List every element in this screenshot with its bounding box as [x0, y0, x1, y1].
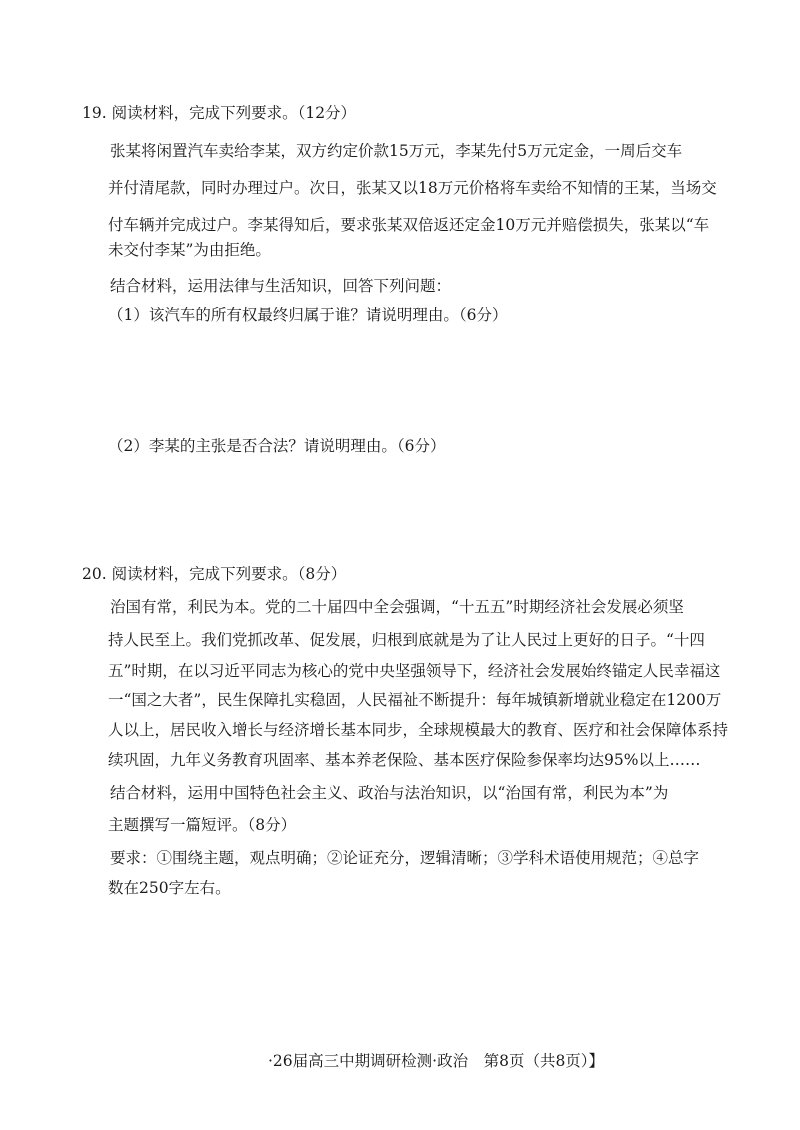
- q19-subquestion-2: （2）李某的主张是否合法？请说明理由。（6分）: [108, 437, 446, 455]
- q20-material-line-4: 一“国之大者”，民生保障扎实稳固，人民福祉不断提升：每年城镇新增就业稳定在1200万: [108, 691, 722, 709]
- q20-requirement-line-1: 要求：①围绕主题，观点明确；②论证充分，逻辑清晰；③学科术语使用规范；④总字: [110, 849, 700, 867]
- q19-material-line-1: 张某将闲置汽车卖给李某，双方约定价款15万元，李某先付5万元定金，一周后交车: [110, 142, 683, 160]
- q20-material-line-3: 五”时期，在以习近平同志为核心的党中央坚强领导下，经济社会发展始终锚定人民幸福这: [108, 662, 721, 680]
- page-footer: ·26届高三中期调研检测·政治 第8页（共8页）】: [268, 1052, 605, 1070]
- q19-instruction: 结合材料，运用法律与生活知识，回答下列问题：: [110, 277, 452, 295]
- q20-instruction-line-1: 结合材料，运用中国特色社会主义、政治与法治知识，以“治国有常，利民为本”为: [110, 784, 669, 802]
- q19-subquestion-1: （1）该汽车的所有权最终归属于谁？请说明理由。（6分）: [108, 306, 508, 324]
- question-19-heading: 19. 阅读材料，完成下列要求。（12分）: [82, 104, 357, 122]
- q20-material-line-1: 治国有常，利民为本。党的二十届四中全会强调，“十五五”时期经济社会发展必须坚: [110, 598, 684, 616]
- q19-material-line-4: 未交付李某”为由拒绝。: [108, 241, 271, 259]
- q20-requirement-line-2: 数在250字左右。: [108, 879, 231, 897]
- q20-material-line-2: 持人民至上。我们党抓改革、促发展，归根到底就是为了让人民过上更好的日子。“十四: [108, 631, 705, 649]
- q20-material-line-5: 人以上，居民收入增长与经济增长基本同步，全球规模最大的教育、医疗和社会保障体系持: [108, 721, 729, 739]
- q20-material-line-6: 续巩固，九年义务教育巩固率、基本养老保险、基本医疗保险参保率均达95%以上……: [108, 751, 701, 769]
- question-20-heading: 20. 阅读材料，完成下列要求。（8分）: [82, 565, 347, 583]
- q19-material-line-2: 并付清尾款，同时办理过户。次日，张某又以18万元价格将车卖给不知情的王某，当场交: [108, 179, 717, 197]
- q19-material-line-3: 付车辆并完成过户。李某得知后，要求张某双倍返还定金10万元并赔偿损失，张某以“车: [108, 216, 710, 234]
- q20-instruction-line-2: 主题撰写一篇短评。（8分）: [108, 816, 297, 834]
